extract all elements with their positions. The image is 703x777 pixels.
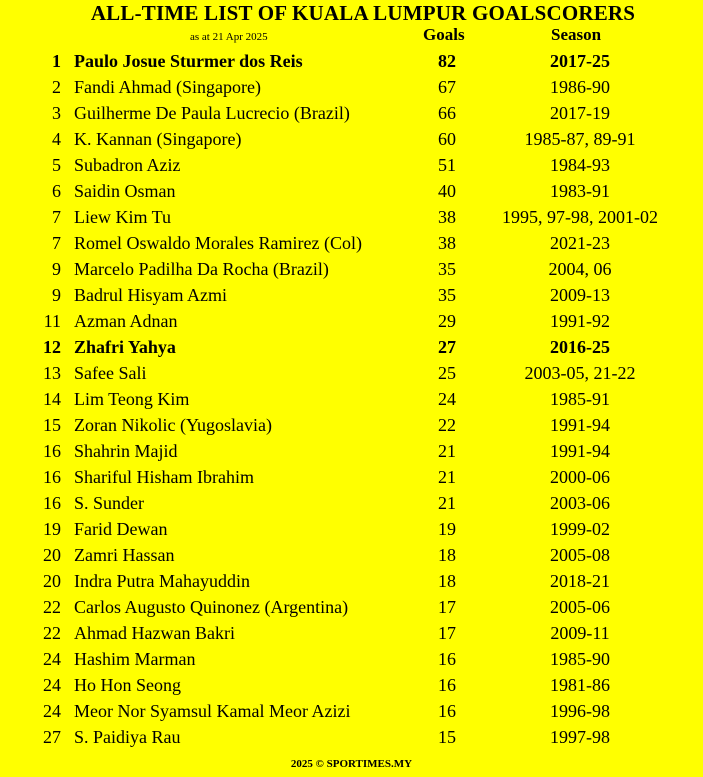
table-row [0,178,703,204]
rank-cell: 16 [43,493,61,513]
rank-cell: 16 [43,441,61,461]
season-value: 1984-93 [550,155,610,175]
rank-cell: 9 [52,259,61,279]
season-value: 1986-90 [550,77,610,97]
table-row [0,256,703,282]
rank-cell: 4 [52,129,61,149]
table-row [0,438,703,464]
goals-value: 16 [438,675,456,695]
player-name-cell: Azman Adnan [74,311,178,331]
table-row [0,412,703,438]
rank-cell: 22 [43,623,61,643]
goals-value: 60 [438,129,456,149]
goals-value: 25 [438,363,456,383]
player-name-cell: Paulo Josue Sturmer dos Reis [74,51,303,71]
goals-value: 16 [438,701,456,721]
season-value: 1985-91 [550,389,610,409]
scorers-table [0,48,703,750]
table-row [0,568,703,594]
goals-value: 35 [438,285,456,305]
goals-value: 51 [438,155,456,175]
player-name-cell: Fandi Ahmad (Singapore) [74,77,261,97]
table-row [0,230,703,256]
season-value: 1985-87, 89-91 [524,129,636,149]
page-title: ALL-TIME LIST OF KUALA LUMPUR GOALSCORERS [90,1,636,25]
goals-value: 16 [438,649,456,669]
rank-cell: 9 [52,285,61,305]
player-name-cell: Subadron Aziz [74,155,181,175]
table-row [0,490,703,516]
player-name-cell: K. Kannan (Singapore) [74,129,242,149]
goals-value: 19 [438,519,456,539]
rank-cell: 12 [43,337,61,357]
goals-value: 38 [438,207,456,227]
goals-value: 18 [438,545,456,565]
goals-value: 40 [438,181,456,201]
season-value: 2017-25 [550,51,610,71]
goals-value: 29 [438,311,456,331]
player-name-cell: Zhafri Yahya [74,337,176,357]
table-row [0,464,703,490]
rank-cell: 24 [43,701,61,721]
player-name-cell: Ahmad Hazwan Bakri [74,623,235,643]
footer-copyright: 2025 © SPORTIMES.MY [290,758,413,770]
player-name-cell: Shariful Hisham Ibrahim [74,467,254,487]
table-row [0,152,703,178]
goals-value: 22 [438,415,456,435]
rank-cell: 22 [43,597,61,617]
rank-cell: 19 [43,519,61,539]
season-value: 1985-90 [550,649,610,669]
table-row [0,308,703,334]
season-value: 1991-92 [550,311,610,331]
player-name-cell: Zoran Nikolic (Yugoslavia) [74,415,272,435]
season-value: 1995, 97-98, 2001-02 [502,207,658,227]
goals-value: 35 [438,259,456,279]
season-value: 2005-06 [550,597,610,617]
player-name-cell: Ho Hon Seong [74,675,181,695]
player-name-cell: Carlos Augusto Quinonez (Argentina) [74,597,349,617]
season-value: 2018-21 [550,571,610,591]
table-row [0,620,703,646]
player-name-cell: Zamri Hassan [74,545,175,565]
rank-cell: 15 [43,415,61,435]
rank-cell: 27 [43,727,61,747]
rank-cell: 24 [43,649,61,669]
season-value: 2021-23 [550,233,610,253]
player-name-cell: Indra Putra Mahayuddin [74,571,250,591]
season-value: 2016-25 [550,337,610,357]
goals-value: 18 [438,571,456,591]
goals-value: 17 [438,623,456,643]
table-row [0,204,703,230]
table-row [0,334,703,360]
table-row [0,698,703,724]
rank-cell: 16 [43,467,61,487]
table-row [0,360,703,386]
player-name-cell: Guilherme De Paula Lucrecio (Brazil) [74,103,350,123]
player-name-cell: Meor Nor Syamsul Kamal Meor Azizi [74,701,351,721]
goals-value: 17 [438,597,456,617]
table-row [0,282,703,308]
rank-cell: 7 [52,233,61,253]
table-row [0,646,703,672]
goals-value: 82 [438,51,456,71]
rank-cell: 6 [52,181,61,201]
rank-cell: 5 [52,155,61,175]
player-name-cell: Marcelo Padilha Da Rocha (Brazil) [74,259,329,279]
goals-value: 24 [438,389,456,409]
player-name-cell: Badrul Hisyam Azmi [74,285,227,305]
player-name-cell: Liew Kim Tu [74,207,172,227]
table-row [0,48,703,74]
player-name-cell: S. Sunder [74,493,145,513]
goals-value: 15 [438,727,456,747]
goals-value: 27 [438,337,456,357]
season-value: 2009-11 [550,623,610,643]
rank-cell: 3 [52,103,61,123]
rank-cell: 20 [43,571,61,591]
rank-cell: 2 [52,77,61,97]
season-value: 1991-94 [550,415,610,435]
season-value: 2000-06 [550,467,610,487]
rank-cell: 7 [52,207,61,227]
player-name-cell: Saidin Osman [74,181,176,201]
player-name-cell: Lim Teong Kim [74,389,190,409]
as-at-date: as at 21 Apr 2025 [190,31,268,43]
goals-value: 21 [438,467,456,487]
player-name-cell: Romel Oswaldo Morales Ramirez (Col) [74,233,362,253]
table-row [0,516,703,542]
table-row [0,672,703,698]
player-name-cell: Safee Sali [74,363,147,383]
season-value: 2003-05, 21-22 [524,363,636,383]
table-row [0,386,703,412]
season-value: 2017-19 [550,103,610,123]
rank-cell: 14 [43,389,61,409]
season-value: 1983-91 [550,181,610,201]
table-row [0,126,703,152]
rank-cell: 24 [43,675,61,695]
season-value: 2009-13 [550,285,610,305]
rank-cell: 13 [43,363,61,383]
player-name-cell: S. Paidiya Rau [74,727,181,747]
player-name-cell: Hashim Marman [74,649,196,669]
table-row [0,594,703,620]
season-value: 1999-02 [550,519,610,539]
table-row [0,74,703,100]
goals-value: 21 [438,441,456,461]
goals-value: 66 [438,103,456,123]
goals-value: 67 [438,77,456,97]
rank-cell: 11 [43,311,61,331]
season-value: 2005-08 [550,545,610,565]
rank-cell: 20 [43,545,61,565]
goals-value: 38 [438,233,456,253]
goals-value: 21 [438,493,456,513]
player-name-cell: Shahrin Majid [74,441,178,461]
season-value: 1997-98 [550,727,610,747]
season-value: 2004, 06 [548,259,612,279]
season-value: 2003-06 [550,493,610,513]
player-name-cell: Farid Dewan [74,519,168,539]
table-row [0,100,703,126]
season-value: 1991-94 [550,441,610,461]
season-value: 1981-86 [550,675,610,695]
table-row [0,724,703,750]
rank-cell: 1 [52,51,61,71]
season-value: 1996-98 [550,701,610,721]
table-row [0,542,703,568]
